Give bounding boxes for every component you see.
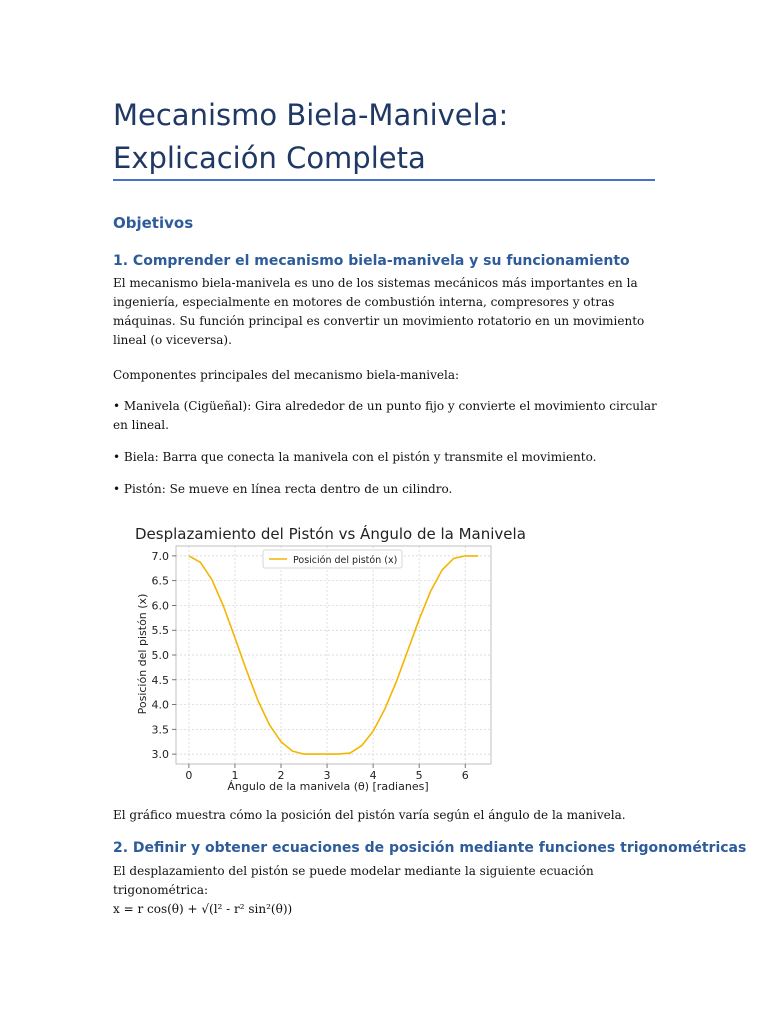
y-tick-label: 4.0 [151, 698, 169, 712]
section1-intro-paragraph: El mecanismo biela-manivela es uno de los sistemas mecánicos más importantes en la ingeniería, especialmente en motores de combustión interna, compresores y otras máquinas. Su función principal es convertir un movimiento rotatorio en un movimiento lineal (o viceversa). [113, 276, 645, 347]
chart-xlabel: Ángulo de la manivela (θ) [radianes] [227, 780, 429, 793]
components-intro-paragraph: Componentes principales del mecanismo biela-manivela: [113, 368, 460, 382]
legend-entry: Posición del pistón (x) [293, 555, 398, 566]
x-tick-label: 5 [415, 769, 423, 782]
y-tick-label: 6.5 [151, 574, 169, 588]
y-tick-label: 6.0 [151, 599, 169, 613]
y-tick-label: 5.5 [151, 624, 169, 638]
title-underline [113, 179, 655, 181]
x-tick-label: 3 [323, 769, 331, 782]
document-title: Mecanismo Biela-Manivela: Explicación Completa [113, 98, 509, 175]
chart-caption: El gráfico muestra cómo la posición del pistón varía según el ángulo de la manivela. [113, 808, 626, 822]
y-tick-label: 5.0 [151, 649, 169, 662]
section2-heading: 2. Definir y obtener ecuaciones de posición mediante funciones trigonométricas [113, 840, 747, 856]
y-tick-label: 3.5 [151, 723, 169, 737]
x-tick-label: 6 [461, 769, 469, 782]
objectives-heading: Objetivos [113, 214, 194, 232]
y-tick-label: 3.0 [151, 748, 169, 762]
chart-title: Desplazamiento del Pistón vs Ángulo de la Manivela [135, 525, 526, 543]
y-tick-label: 7.0 [151, 549, 169, 563]
x-tick-label: 4 [369, 769, 377, 782]
component-piston: • Pistón: Se mueve en línea recta dentro de un cilindro. [113, 482, 453, 496]
component-biela: • Biela: Barra que conecta la manivela con el pistón y transmite el movimiento. [113, 450, 597, 464]
position-equation: x = r cos(θ) + √(l² - r² sin²(θ)) [113, 902, 293, 916]
section2-intro-paragraph: El desplazamiento del pistón se puede modelar mediante la siguiente ecuación trigonométrica: [113, 864, 594, 897]
x-tick-label: 2 [277, 769, 285, 782]
piston-position-chart [113, 514, 543, 804]
x-tick-label: 1 [231, 769, 239, 782]
x-tick-label: 0 [185, 769, 193, 782]
chart-legend [263, 550, 402, 568]
y-tick-label: 4.5 [151, 673, 169, 687]
component-manivela: • Manivela (Cigüeñal): Gira alrededor de un punto fijo y convierte el movimiento circular en lineal. [113, 399, 657, 432]
section1-heading: 1. Comprender el mecanismo biela-manivela y su funcionamiento [113, 253, 630, 269]
chart-ylabel: Posición del pistón (x) [136, 593, 149, 715]
